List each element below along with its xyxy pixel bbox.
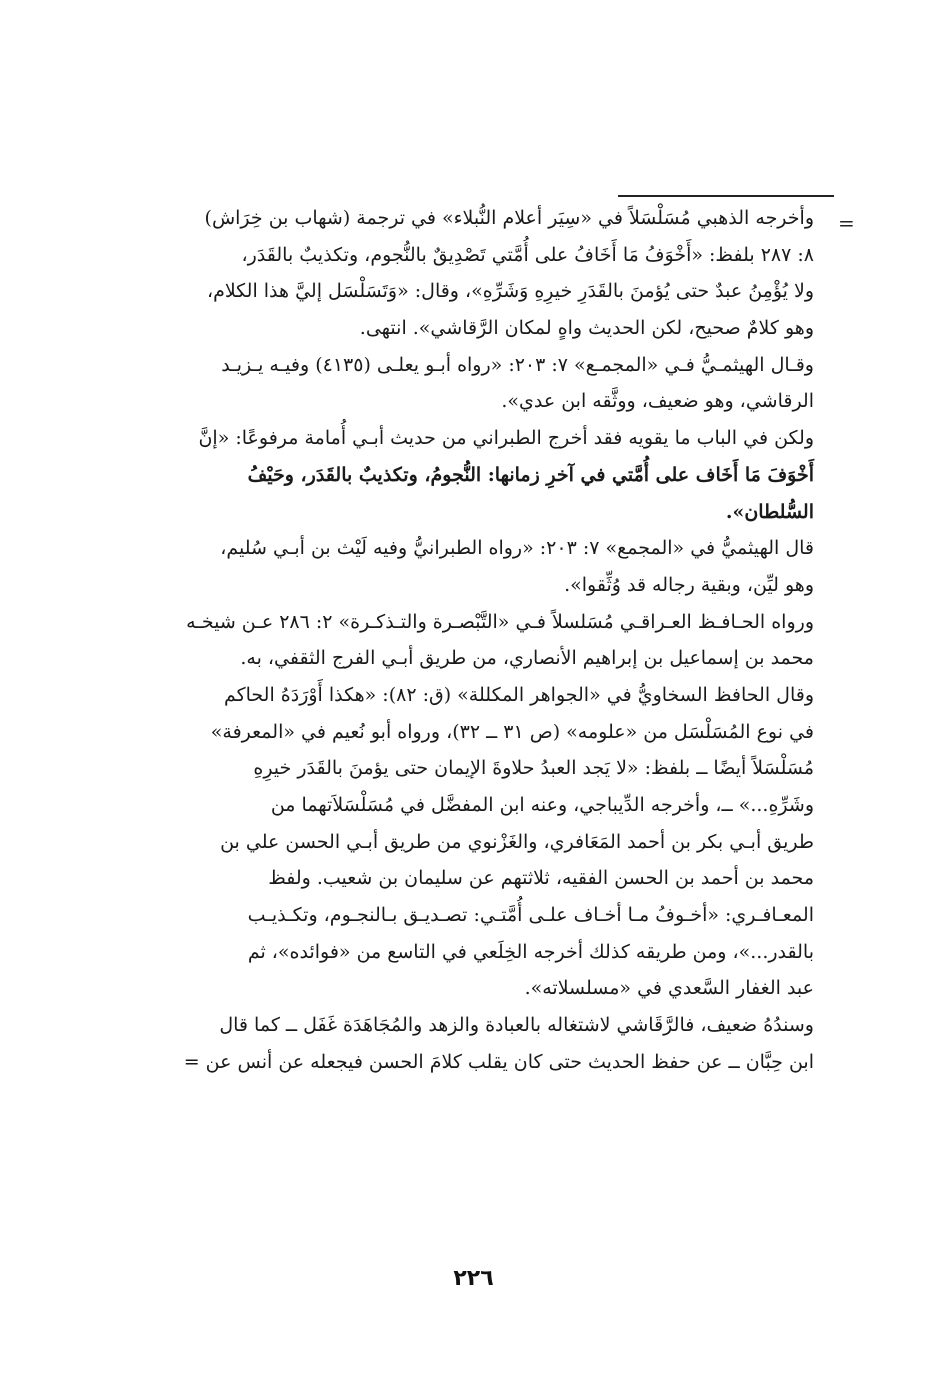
footnote-line: عبد الغفار السَّعدي في «مسلسلاته». [524, 977, 814, 1000]
footnote-line: وهو كلامٌ صحيح، لكن الحديث واهٍ لمكان الرَّقاشي». انتهى. [359, 317, 814, 340]
page-number: ٢٢٦ [453, 1266, 494, 1291]
footnote-line: بالقدر...»، ومن طريقه كذلك أخرجه الخِلَعي في التاسع من «فوائده»، ثم [247, 940, 814, 963]
footnote-line: السُّلطان». [725, 500, 814, 523]
footnote-line: وشَرِّهِ...» ــ، وأخرجه الدِّيباجي، وعنه ابن المفضَّل في مُسَلْسَلاَتهما من [270, 794, 814, 816]
footnote-line: مُسَلْسَلاً أيضًا ــ بلفظ: «لا يَجد العبدُ حلاوةَ الإيمان حتى يؤمنَ بالقَدَر خيرِهِ [253, 757, 814, 780]
footnote-line: الرقاشي، وهو ضعيف، ووثَّقه ابن عدي». [501, 390, 814, 413]
footnote-text [104, 200, 814, 1081]
footnote-line: وسندُهُ ضعيف، فالرَّقَاشي لاشتغاله بالعبادة والزهد والمُجَاهَدَة غَفَل ــ كما قال [219, 1014, 814, 1037]
footnote-line: وهو ليِّن، وبقية رجاله قد وُثِّقوا». [564, 573, 814, 596]
footnote-line: المعـافـري: «أخـوفُ مـا أخـاف علـى أُمَّتـي: تصـديـق بـالنجـوم، وتكـذيـب [247, 904, 814, 927]
footnote-line: ولكن في الباب ما يقويه فقد أخرج الطبراني من حديث أبـي أُمامة مرفوعًا: «إنَّ [198, 427, 814, 450]
footnote-line: قال الهيثميُّ في «المجمع» ٧: ٢٠٣: «رواه الطبرانيُّ وفيه لَيْث بن أبـي سُليم، [220, 537, 814, 560]
footnote-line: في نوع المُسَلْسَل من «علومه» (ص ٣١ ــ ٣٢)، ورواه أبو نُعيم في «المعرفة» [210, 720, 814, 743]
footnote-line: ٨: ٢٨٧ بلفظ: «أَخْوَفُ مَا أَخَافُ على أُمَّتي تَصْدِيقٌ بالنُّجوم، وتكذيبٌ بالقَدَر، [241, 243, 814, 266]
footnote-line: وأخرجه الذهبي مُسَلْسَلاً في «سِيَر أعلام النُّبلاء» في ترجمة (شهاب بن خِرَاش) [204, 207, 814, 229]
footnote-continuation-mark: = [838, 211, 855, 235]
footnote-line: طريق أبـي بكر بن أحمد المَعَافري، والغَزْنوي من طريق أبـي الحسن علي بن [220, 830, 814, 853]
footnote-line: ولا يُؤْمِنُ عبدٌ حتى يُؤمنَ بالقَدَرِ خيرِهِ وَشَرِّهِ»، وقال: «وَتَسَلْسَل إليَّ هذا الكلام، [206, 280, 814, 303]
footnote-line: وقـال الهيثمـيُّ فـي «المجمـع» ٧: ٢٠٣: «رواه أبـو يعلـى (٤١٣٥) وفيـه يـزيـد [221, 353, 814, 376]
footnote-line: محمد بن إسماعيل بن إبراهيم الأنصاري، من طريق أبـي الفرج الثقفي، به. [240, 647, 814, 670]
footnote-line: ابن حِبَّان ــ عن حفظ الحديث حتى كان يقلب كلامَ الحسن فيجعله عن أنس عن = [183, 1050, 814, 1073]
footnote-line: ورواه الحـافـظ العـراقـي مُسَلسلاً فـي «التَّبْصـرة والتـذكـرة» ٢: ٢٨٦ عـن شيخـه [186, 610, 814, 633]
footnote-line: وقال الحافظ السخاويُّ في «الجواهر المكللة» (ق: ٨٢): «هكذا أَوْرَدَهُ الحاكم [223, 683, 814, 706]
footnote-line: محمد بن أحمد بن الحسن الفقيه، ثلاثتهم عن سليمان بن شعيب. ولفظ [268, 867, 814, 890]
footnote-line: أَخْوَفَ مَا أَخَاف على أُمَّتي في آخرِ زمانها: النُّجومُ، وتكذيبٌ بالقَدَر، وحَيْفُ [247, 463, 814, 486]
footnote-separator-rule [618, 195, 834, 197]
